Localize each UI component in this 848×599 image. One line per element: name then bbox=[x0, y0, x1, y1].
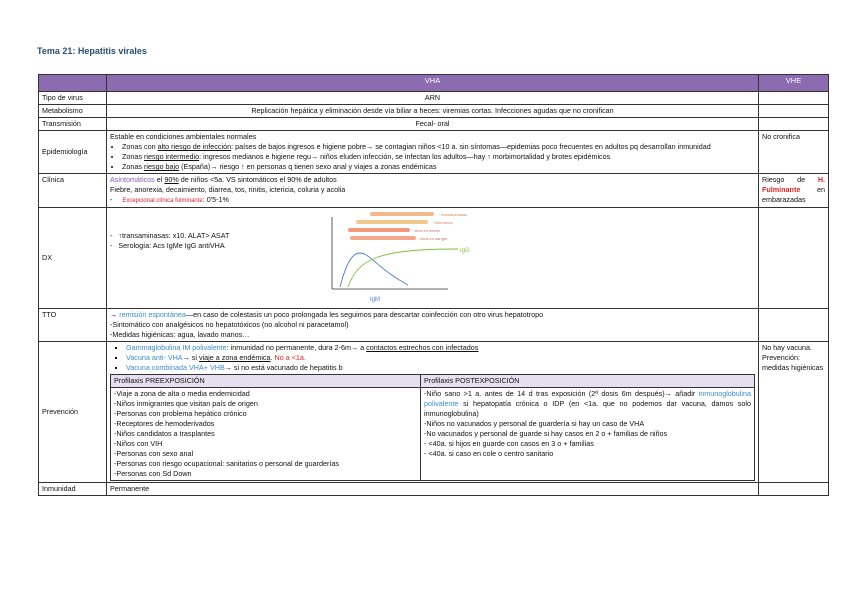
list-item: -Niño sano >1 a. antes de 14 d tras exposición (2ª dosis 6m después)→ añadir inmunoglobulina polivalente si hepatopatía crónica o IDP (en <1a. que no podemos dar vacuna, damos solo inmunoglobulina) bbox=[424, 389, 751, 418]
dx-content bbox=[107, 208, 759, 309]
profilaxis-header-row bbox=[111, 375, 755, 388]
row-label: DX bbox=[39, 208, 107, 309]
post-list bbox=[421, 388, 755, 481]
profilaxis-body-row bbox=[111, 388, 755, 481]
row-label: Metabolismo bbox=[39, 105, 107, 118]
band-transaminasas bbox=[370, 212, 434, 216]
list-item: -Personas con sexo anal bbox=[114, 449, 194, 458]
row-transmision bbox=[39, 118, 829, 131]
band-heces bbox=[348, 228, 410, 232]
row-label: Epidemiología bbox=[39, 131, 107, 174]
band-sangre bbox=[350, 236, 416, 240]
list-item: -Personas con riesgo ocupacional: sanitarios o personal de guarderías bbox=[114, 459, 339, 468]
pre-header: Profilaxis PREEXPOSICIÓN bbox=[111, 375, 421, 388]
empty-cell bbox=[759, 309, 829, 342]
empty-cell bbox=[759, 208, 829, 309]
sketch-annotation: ↑ bilirrubina bbox=[432, 220, 453, 225]
row-tto bbox=[39, 309, 829, 342]
prev-list bbox=[110, 343, 755, 373]
row-label: TTO bbox=[39, 309, 107, 342]
list-item: -Personas con problema hepático crónico bbox=[114, 409, 247, 418]
pre-list bbox=[111, 388, 421, 481]
row-inmunidad bbox=[39, 483, 829, 496]
row-prevencion bbox=[39, 342, 829, 483]
list-item: • Zonas riesgo bajo (España)→ riesgo ↑ en personas q tienen sexo anal y viajes a zonas endémicas bbox=[122, 162, 755, 172]
list-item: ▪ Gammaglobulina IM polivalente: inmunidad no permanente, dura 2-6m→ a contactos estrechos con infectados bbox=[126, 343, 755, 353]
sketch-annotation: ↑ transaminasas bbox=[438, 212, 468, 217]
transmision-value: Fecal- oral bbox=[107, 118, 759, 131]
list-item: -Viaje a zona de alta o media endemicidad bbox=[114, 389, 250, 398]
row-label: Tipo de virus bbox=[39, 92, 107, 105]
serology-sketch bbox=[318, 209, 568, 307]
header-blank-cell bbox=[39, 75, 107, 92]
igm-label: IgM bbox=[370, 297, 381, 303]
tipo-value: ARN bbox=[107, 92, 759, 105]
sketch-annotation: virus en heces bbox=[414, 228, 440, 233]
row-label: Clínica bbox=[39, 174, 107, 208]
list-item: ▪ Vacuna combinada VHA+ VHB→ si no está vacunado de hepatitis b bbox=[126, 363, 755, 373]
page-title: Tema 21: Hepatitis virales bbox=[37, 46, 147, 56]
clinica-line-1: Asintomáticos el 90% de niños <5a. VS sintomáticos el 90% de adultos bbox=[110, 175, 337, 184]
list-item: -Personas con Sd Down bbox=[114, 469, 192, 478]
list-item: • Zonas con alto riesgo de infección: países de bajos ingresos e higiene pobre→ se contagian niños <10 a. sin síntomas—epidemias poco frecuentes en adultos pq desarrollan inmunidad bbox=[122, 142, 755, 152]
dx-line-1: - ↑transaminasas: x10. ALAT> ASAT bbox=[110, 231, 230, 240]
post-header: Profilaxis POSTEXPOSICIÓN bbox=[421, 375, 755, 388]
epi-list bbox=[110, 142, 755, 172]
dx-text bbox=[110, 231, 229, 251]
empty-cell bbox=[759, 118, 829, 131]
row-label: Prevención bbox=[39, 342, 107, 483]
header-vhe: VHE bbox=[759, 75, 829, 92]
clinica-content bbox=[107, 174, 759, 208]
inmunidad-value: Permanente bbox=[107, 483, 759, 496]
igg-label: IgG bbox=[460, 248, 470, 254]
list-item: -Receptores de hemoderivados bbox=[114, 419, 215, 428]
prevencion-content bbox=[107, 342, 759, 483]
clinica-line-2: Fiebre, anorexia, decaimiento, diarrea, tos, rinitis, ictericia, coluria y acolia bbox=[110, 185, 346, 194]
tto-line-1: → remisión espontánea—en caso de colestasis un poco prolongada les seguimos para descartar coinfección con otro virus hepatotropo bbox=[110, 310, 544, 319]
profilaxis-table bbox=[110, 374, 755, 481]
list-item: • Zonas riesgo intermedio: ingresos medianos e higiene regu→ niños eluden infección, se infectan los adultos—hay ↑ morbimortalidad y brotes epidémicos bbox=[122, 152, 755, 162]
hepatitis-table bbox=[38, 74, 829, 496]
igg-curve bbox=[348, 249, 458, 287]
header-row bbox=[39, 75, 829, 92]
list-item: -Niños candidatos a trasplantes bbox=[114, 429, 215, 438]
row-dx bbox=[39, 208, 829, 309]
empty-cell bbox=[759, 105, 829, 118]
row-metabolismo bbox=[39, 105, 829, 118]
list-item: -Niños no vacunados y personal de guardería si hay un caso de VHA bbox=[424, 419, 645, 428]
list-item: -Niños inmigrantes que visitan país de origen bbox=[114, 399, 258, 408]
list-item: ▪ Vacuna anti- VHA→ si viaje a zona endémica. No a <1a. bbox=[126, 353, 755, 363]
empty-cell bbox=[759, 92, 829, 105]
tto-line-2: -Sintomático con analgésicos no hepatotóxicos (no alcohol ni paracetamol) bbox=[110, 320, 349, 329]
prevencion-vhe: No hay vacuna. Prevención: medidas higiénicas bbox=[759, 342, 829, 483]
band-bilirrubina bbox=[356, 220, 428, 224]
epi-intro: Estable en condiciones ambientales normales bbox=[110, 132, 257, 141]
list-item: -Niños con VIH bbox=[114, 439, 163, 448]
tto-line-3: -Medidas higiénicas: agua, lavado manos… bbox=[110, 330, 250, 339]
header-vha: VHA bbox=[107, 75, 759, 92]
list-item: -No vacunados y personal de guarde si hay casos en 2 o + familias de niños bbox=[424, 429, 668, 438]
list-item: - <40a. si hijos en guarde con casos en 3 o + familias bbox=[424, 439, 594, 448]
row-clinica bbox=[39, 174, 829, 208]
empty-cell bbox=[759, 483, 829, 496]
tto-content bbox=[107, 309, 759, 342]
epidemiologia-content bbox=[107, 131, 759, 174]
epi-vhe: No cronifica bbox=[759, 131, 829, 174]
metabolismo-value: Replicación hepática y eliminación desde vía biliar a heces: viremias cortas. Infecciones agudas que no cronifican bbox=[107, 105, 759, 118]
row-tipo bbox=[39, 92, 829, 105]
row-label: Inmunidad bbox=[39, 483, 107, 496]
clinica-line-3: - Excepcional clínica fulminante: 0'5-1% bbox=[110, 195, 229, 204]
sketch-annotation: virus en sangre bbox=[420, 236, 448, 241]
row-epidemiologia bbox=[39, 131, 829, 174]
list-item: - <40a. si caso en cole o centro sanitario bbox=[424, 449, 554, 458]
row-label: Transmisión bbox=[39, 118, 107, 131]
clinica-vhe: Riesgo de H. Fulminante en embarazadas bbox=[759, 174, 829, 208]
dx-line-2: - Serología: Acs IgMe IgG antiVHA bbox=[110, 241, 225, 250]
